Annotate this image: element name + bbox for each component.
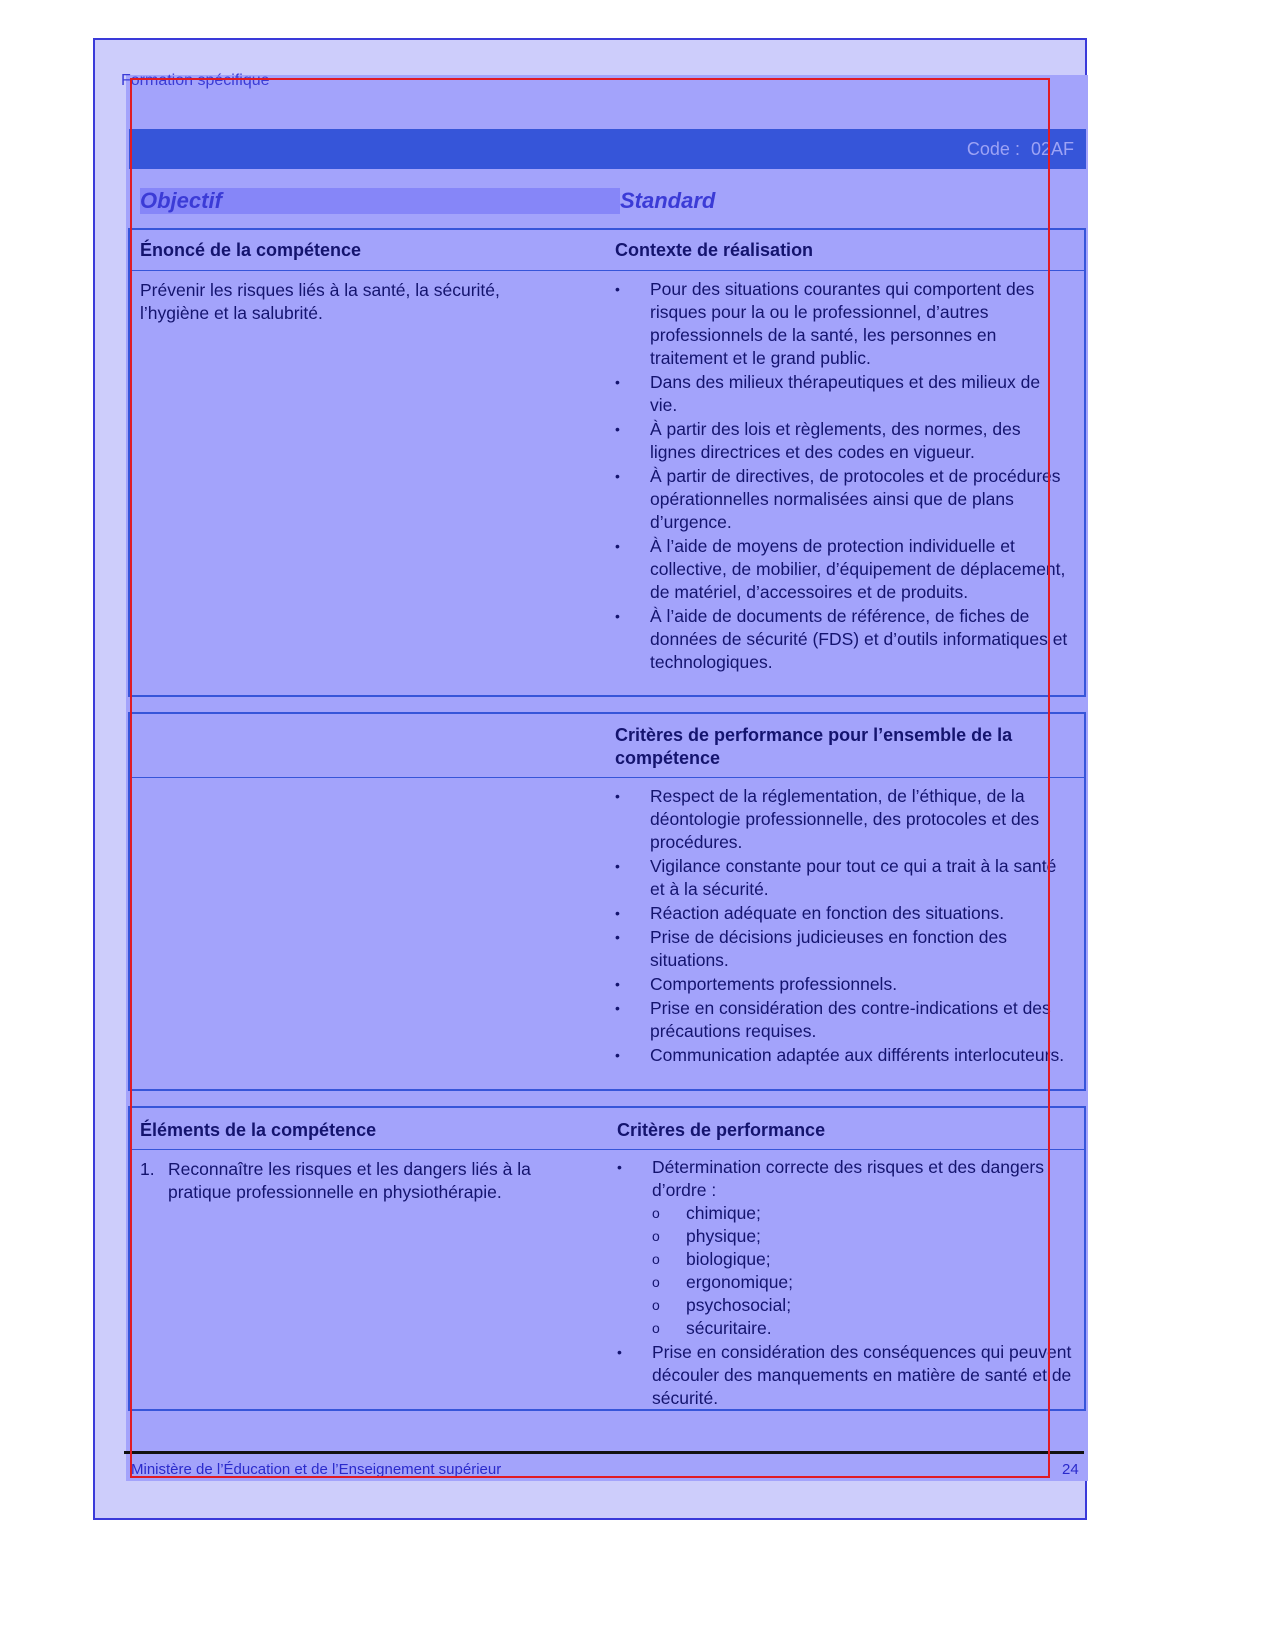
context-heading: Contexte de réalisation	[615, 240, 814, 260]
list-item: • Vigilance constante pour tout ce qui a trait à la santé et à la sécurité.	[615, 855, 1070, 901]
list-item: • Réaction adéquate en fonction des situations.	[615, 902, 1070, 925]
list-item: • Comportements professionnels.	[615, 973, 1070, 996]
elements-heading: Éléments de la compétence	[140, 1120, 377, 1140]
criteria-list	[617, 1156, 1072, 1411]
page-number: 24	[1062, 1461, 1079, 1478]
overall-criteria-list	[615, 785, 1070, 1068]
sub-list-item: o biologique;	[652, 1248, 1072, 1271]
list-item: • Respect de la réglementation, de l’éthique, de la déontologie professionnelle, des protocoles et des procédures.	[615, 785, 1070, 854]
heading-divider	[130, 1149, 1084, 1150]
heading-divider	[130, 270, 1084, 271]
list-item: • Dans des milieux thérapeutiques et des milieux de vie.	[615, 371, 1070, 417]
sub-list-item: o sécuritaire.	[652, 1317, 1072, 1340]
sub-list-item: o physique;	[652, 1225, 1072, 1248]
sub-list	[652, 1202, 1072, 1340]
list-item: • Prise en considération des conséquences qui peuvent découler des manquements en matière de santé et de sécurité.	[617, 1341, 1072, 1410]
footer-ministry: Ministère de l’Éducation et de l’Enseignement supérieur	[131, 1461, 502, 1478]
sub-list-item: o psychosocial;	[652, 1294, 1072, 1317]
competence-statement	[140, 279, 600, 325]
list-item	[617, 1156, 1072, 1340]
footer-rule	[124, 1451, 1084, 1454]
sub-list-item: o ergonomique;	[652, 1271, 1072, 1294]
list-item: • Communication adaptée aux différents interlocuteurs.	[615, 1044, 1070, 1067]
standard-title: Standard	[620, 188, 716, 213]
list-item: • Prise en considération des contre-indications et des précautions requises.	[615, 997, 1070, 1043]
code-label-text: Code :	[966, 139, 1020, 159]
objective-title: Objectif	[140, 188, 620, 214]
code-label	[961, 139, 1074, 160]
competence-box	[128, 228, 1086, 697]
elements-box	[128, 1106, 1086, 1411]
overall-criteria-box	[128, 712, 1086, 1091]
list-item: • À l’aide de moyens de protection individuelle et collective, de mobilier, d’équipement de déplacement, de matériel, d’accessoires et de produits.	[615, 535, 1070, 604]
list-item: • Prise de décisions judicieuses en fonction des situations.	[615, 926, 1070, 972]
list-item: • À partir des lois et règlements, des normes, des lignes directrices et des codes en vigueur.	[615, 418, 1070, 464]
context-list	[615, 278, 1070, 675]
competence-statement-heading: Énoncé de la compétence	[140, 240, 362, 260]
element-1	[140, 1158, 600, 1204]
code-value: 02AF	[1030, 139, 1074, 159]
code-bar	[129, 129, 1086, 169]
title-row	[140, 188, 1080, 218]
overall-criteria-heading: Critères de performance pour l’ensemble de la compétence	[615, 725, 1013, 768]
element-number: 1.	[140, 1159, 155, 1179]
criterion-text: • Détermination correcte des risques et des dangers d’ordre :	[652, 1157, 1045, 1200]
list-item: • Pour des situations courantes qui comportent des risques pour la ou le professionnel, d’autres professionnels de la santé, les personnes en traitement et le grand public.	[615, 278, 1070, 370]
statement-line-2: l’hygiène et la salubrité.	[140, 303, 323, 323]
element-line-1: Reconnaître les risques et les dangers liés à la	[168, 1159, 531, 1179]
list-item: • À l’aide de documents de référence, de fiches de données de sécurité (FDS) et d’outils informatiques et technologiques.	[615, 605, 1070, 674]
list-item: • À partir de directives, de protocoles et de procédures opérationnelles normalisées ainsi que de plans d’urgence.	[615, 465, 1070, 534]
element-line-2: pratique professionnelle en physiothérapie.	[168, 1182, 502, 1202]
sub-list-item: o chimique;	[652, 1202, 1072, 1225]
heading-divider	[130, 777, 1084, 778]
criteria-heading: Critères de performance	[617, 1120, 826, 1140]
statement-line-1: Prévenir les risques liés à la santé, la sécurité,	[140, 280, 500, 300]
running-header: Formation spécifique	[121, 72, 270, 89]
